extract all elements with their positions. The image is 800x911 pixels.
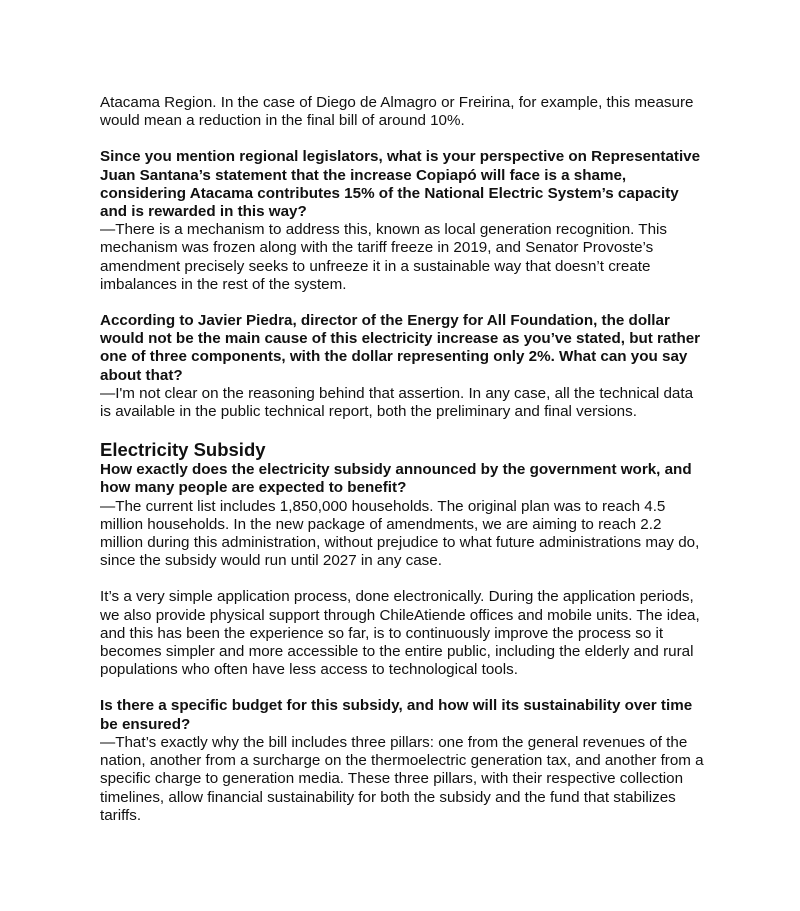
- question-legislators: Since you mention regional legislators, what is your perspective on Representative Juan Santana’s statement that the increase Copiapó will face is a shame, considering Atacama contributes 15% of the National Electric System’s capacity and is rewarded in this way?: [100, 148, 701, 221]
- document-page: [100, 94, 704, 825]
- answer-legislators: —There is a mechanism to address this, known as local generation recognition. This mechanism was frozen along with the tariff freeze in 2019, and Senator Provoste’s amendment precisely seeks to unfreeze it in a sustainable way that doesn’t create imbalances in the rest of the system.: [100, 221, 668, 293]
- spacer: [100, 421, 704, 439]
- spacer: [100, 294, 704, 312]
- question-budget: Is there a specific budget for this subsidy, and how will its sustainability over time be ensured?: [100, 697, 693, 733]
- answer-budget: —That’s exactly why the bill includes three pillars: one from the general revenues of the nation, another from a surcharge on the thermoelectric generation tax, and another from a specific charge to generation media. These three pillars, with their respective collection timelines, allow financial sustainability for both the subsidy and the fund that stabilizes tariffs.: [100, 733, 704, 824]
- intro-paragraph: Atacama Region. In the case of Diego de Almagro or Freirina, for example, this measure would mean a reduction in the final bill of around 10%.: [100, 94, 694, 130]
- spacer: [100, 679, 704, 697]
- question-subsidy: How exactly does the electricity subsidy announced by the government work, and how many people are expected to benefit?: [100, 461, 692, 497]
- application-paragraph: It’s a very simple application process, done electronically. During the application periods, we also provide physical support through ChileAtiende offices and mobile units. The idea, and this has been the experience so far, is to continuously improve the process so it becomes simpler and more accessible to the entire public, including the elderly and rural populations who often have less access to technological tools.: [100, 588, 700, 679]
- answer-dollar: —I'm not clear on the reasoning behind that assertion. In any case, all the technical data is available in the public technical report, both the preliminary and final versions.: [100, 384, 694, 421]
- spacer: [100, 570, 704, 588]
- spacer: [100, 130, 704, 148]
- question-dollar: According to Javier Piedra, director of the Energy for All Foundation, the dollar would not be the main cause of this electricity increase as you’ve stated, but rather one of three components, with the dollar representing only 2%. What can you say about that?: [100, 312, 701, 384]
- answer-subsidy: —The current list includes 1,850,000 households. The original plan was to reach 4.5 million households. In the new package of amendments, we are aiming to reach 2.2 million during this administration, without prejudice to what future administrations may do, since the subsidy would run until 2027 in any case.: [100, 497, 700, 570]
- section-heading: Electricity Subsidy: [100, 439, 266, 461]
